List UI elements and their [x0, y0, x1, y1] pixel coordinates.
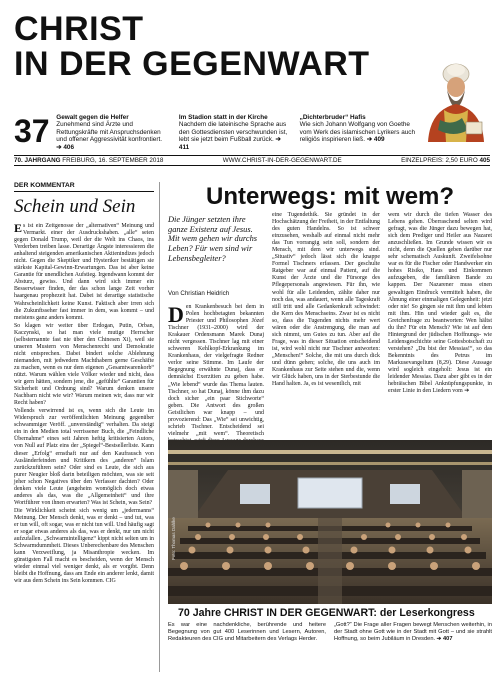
caption-text-2-body: „Gott?“ Die Frage aller Fragen bewegt Menschen weiterhin, in der Stadt ohne Gott wie in der Stadt mit Gott – und sie strahlt Hoffnung, so beim Jubiläum in Dresden. — [334, 622, 492, 642]
main-headline: Unterwegs: mit wem? — [206, 183, 455, 210]
kommentar-paragraph: Die Wirklichkeit scheint sich wenig um „jedermanns“ Meinung. Der Mensch denkt, was er denkt – und tut, was er tun will, oft sogar, was er nicht tun will. Und häufig sagt er sogar etwas anderes als das, was er denkt, nur um nicht aufzufallen. „Schwarmintelligenz“ kippt nicht selten um in Schwarmdummheit. Dieses Unberechenbare des Menschen kann Verzweiflung, ja Misanthropie wecken. Im günstigsten Fall macht es bescheiden, wenn der Mensch wieder einmal viel weniger denkt, als er vorgibt. Denn bleibt die Hoffnung, dass am Ende ein anderer lenkt, damit wir aus dem Schein ins Sein kommen. CIG — [14, 507, 154, 585]
teaser-text: Nachdem die lateinische Sprache aus den Gottesdiensten verschwunden ist, lebt sie jetzt beim Fußball zurück. — [178, 121, 288, 144]
kommentar-paragraph: So klagen wir weiter über Erdogan, Putin, Orban, Kaczynski, so hat man viele mutige Herrscher (selbsternannte fast nie über den Chinesen Xi), weil sie unseren Mustern von Menschenrecht und Demokratie nicht entsprechen. Dabei bindert solche Ablehnung niemanden, mit jedwedem Machthabern gerne Geschäfte zu machen, wenn es nur dem eigenen „Gesamtwarenkorb“ nützt. Warum wählen viele Völker wieder und nicht, dass wir gern hätten, sondern jene, die „gefühlte“ Garantien für Sicherheit und Ordnung sind? Warum denken unsere Nachbarn nicht wie wir? Warum meinen wir, dass nur wir Recht haben? — [14, 322, 154, 407]
teaser-headline: Gewalt gegen die Helfer — [56, 114, 129, 121]
kommentar-paragraph: s ist ein Zeitgenosse der „alternativen“ Meinung und Vermarkt. einer der Ausdruckshaben. „alle“ seien gegen Donald Trump, weil der die Welt ins Chaos, ins Verderben treiben lasse. Derartige Ängste interessieren die anhaltend steigenden amerikanischen Aktienindizes jedoch nicht. Gegen die Skeptiker und Hysteriker bestätigen sie stärkste Kapital-Gewinn-Erwartungen. Das ist aber keine Garantie für unendlichen Aufstieg. Irgendwann kommt der Absturz, gewiss. Und dann wird sich immer ein Besserwisser finden, der das schon lange Zeit vorher haargenau prophezeit hat. Dabei ist derartige statistische Wahrscheinlichkeit keine Kunst. Faktisch aber irren sich die Zukunftsseher fast immer in dem, was kommt – und meistens ganz anders kommt. — [14, 223, 154, 321]
article-column-3: wem wir durch die tiefen Wasser des Lebens gehen. Überraschend selten wird gefragt, was die Jünger dazu bewegen hat, sich dem Prediger und Heiler aus Nazaret anzuschließen. Im Grunde wissen wir es nicht, denn die Quellen geben darüber nur sehr schematisch Auskunft. Zweifelsohne war es für die Fischer oder Handwerker ein hohes Risiko, Haus und Einkommen aufzugeben, die familiären Bande zu kappen. Der Nazarener muss einen gewaltigen Eindruck vermittelt haben, die Ahnung einer einmaligen Gelegenheit: jetzt oder nie! So gingen sie mit ihm und lebten mit ihm. Hin und wieder galt es, die Gretchenfrage zu beantworten: Wen hältst du ihn? Für ein Mensch? Wie ist auf dem Hintergrund der jüdischen Hoffnungs- wie Leidensgeschichte seine Gottesbotschaft zu verstehen? „Du bist der Messias!“, so das Bekenntnis des Petrus im Markusevangelium (8,29). Diese Aussage wird sogleich eingeholt: Jesus ist ein leidender Messias. Dazu aber gibt es in der hebräischen Bibel Anknüpfungspunkte, in erster Linie in den Liedern vom ➔ — [388, 212, 492, 395]
teaser-text: Zunehmend sind Ärzte und Rettungskräfte mit Anspruchsdenken und offener Aggressivität konfrontiert. — [56, 121, 162, 144]
teaser-headline: Im Stadion statt in der Kirche — [178, 114, 268, 121]
congress-photo — [168, 440, 492, 604]
masthead — [14, 10, 370, 83]
masthead-line-2: IN DER GEGENWART — [14, 45, 370, 83]
photo-caption: 70 Jahre CHRIST IN DER GEGENWART: der Leserkongress — [178, 607, 475, 619]
issue-date: FREIBURG, 16. SEPTEMBER 2018 — [62, 157, 164, 164]
hafis-portrait-image — [422, 60, 490, 142]
article-lead: Die Jünger setzten ihre ganze Existenz auf Jesus. Mit wem gehen wir durchs Leben? Für wen sind wir Lebensbegleiter? — [168, 215, 258, 263]
price-label: EINZELPREIS: 2,50 EURO — [401, 157, 478, 164]
teaser-page-link[interactable]: ➔ 409 — [366, 136, 385, 144]
kommentar-title: Schein und Sein — [14, 196, 136, 217]
kommentar-column — [14, 182, 154, 586]
kommentar-body — [14, 223, 154, 585]
photo-credit: Foto: Thomas Dahlke — [171, 517, 176, 560]
article-byline: Von Christian Heidrich — [168, 290, 230, 297]
article-column-1 — [168, 304, 264, 459]
info-bar — [14, 155, 490, 166]
page-number: 405 — [479, 157, 490, 164]
article-text: en Krankenbesuch bei dem in Polen hochbetagten bekannten Priester und Philosophen Józef Tischner (1931–2000) wird der Krakauer Ordensmann Marek Dunaj nicht vergessen. Tischner lag mit einer schweren Kehlkopf-Erkrankung im Krankenhaus, der vielgefragte Redner verlor seine Stimme. Im Laufe der Begegnung erwähnte Dunaj, dass er demnächst Exerzitien zu geben habe. „Wie lebend“ wurde das Thema lauten. Tischner, so hat Dunaj, könne ihm dazu doch sicher „ein paar Stichworte“ geben. Die Antwort des großen Geistlichen war knapp – und provozierend: Das „Wie“ sei unwichtig, schrieb Tischner. Entscheidend sei vielmehr „mit wem“. Theoretisch — [168, 304, 264, 437]
kommentar-initial: E — [14, 221, 23, 235]
teaser-headline: „Dichterbruder“ Hafis — [299, 114, 366, 121]
teaser-item[interactable] — [179, 114, 288, 150]
teaser-page-link[interactable]: ➔ 406 — [56, 143, 75, 151]
issue-number: 37 — [14, 113, 50, 149]
article-initial: D — [168, 302, 184, 327]
caption-columns — [168, 622, 492, 642]
column-divider — [159, 182, 160, 672]
teaser-page-link[interactable]: ➔ 411 — [178, 136, 281, 151]
website-link[interactable]: WWW.CHRIST-IN-DER-GEGENWART.DE — [222, 157, 342, 164]
article-column-2: eine Tugendethik. Sie gründet in der Hochschätzung der Freiheit, in der Entfaltung des guten Handelns. So ist schwer einzusehen, weshalb auf einmal nicht mehr das Tun vorrangig sein soll, sondern der Mensch, mit dem wir unterwegs sind. „Situativ“ jedoch lässt sich die knappe Formel Tischners erfassen. Der geschulte Ratgeber war auf einmal Patient, auf die Kunst der Ärzte und die Fürsorge des Pflegepersonals angewiesen. Für ihn, wie wohl für alle Leidenden, zählte daher nur noch das, was andauert, wenn alle Tageskraft still tritt und alle Gedankenkraft schwindet: die Kern des Menschseins. Zwar ist es nicht so, dass die Tugenden nichts mehr wert wären oder die Anstrengung, die man auf sich nimmt, um Gutes zu tun. Aber auf die Frage, was in dieser Situation entscheidend ist, wird wohl nicht nur Tischner antworten: „Menschen!“ Solche, die mit uns durch dick und dünn gehen; solche, die uns auch im Krankenhaus zur Seite stehen und die, wenn wir Glück haben, uns in der Sterbestunde die Hand halten. Ja, es ist wesentlich, mit — [272, 212, 380, 388]
teaser-item[interactable] — [300, 114, 416, 150]
caption-text-1: Es war eine nachdenkliche, berührende und heitere Begegnung von gut 400 Leserinnen und Lesern, Autoren, Redakteuren des CIG und Mitarbeitern des Verlags Herder. — [168, 622, 326, 642]
caption-page-link[interactable]: ➔ 407 — [436, 635, 453, 642]
kommentar-paragraph: Vollends verwirrend ist es, wenn sich die Leute im Widerspruch zur veröffentlichten Meinung gegenüber schwammiger Veröff. „unverständig“ verhalten. Da steigt ein in den Medien total verrissener Buch, die „Feindliche Übernahme“ eines seit Jahren heftig kritisierten Autors, von Null auf Platz eins der „Spiegel“-Bestsellerliste. Kann dieser „Erfolg“ ernsthaft nur auf den Kaufrausch von Ausländerfeinden und Kritikern des „anderen“ Islam zurückzuführen sein? Oder sind es Leute, die sich aus purer Neugier bloß darin beteiligen möchten, was sie seit jeher schon Negatives über den Verfasser dachten? Oder denken viele Leute (angeheim womöglich doch etwas anderes als das, was die „Allgemeinheit“ und ihre Wortführer von ihnen erwarten? Was ist Schein, was Sein? — [14, 408, 154, 506]
volume-label: 70. JAHRGANG — [14, 157, 61, 164]
caption-text-2 — [334, 622, 492, 642]
masthead-line-1: CHRIST — [14, 10, 144, 48]
teaser-row — [14, 114, 416, 150]
teaser-item[interactable] — [56, 114, 167, 150]
teaser-text: Wie sich Johann Wolfgang von Goethe vom Werk des islamischen Lyrikers auch religiös inspirieren ließ. — [299, 121, 416, 144]
kommentar-label: DER KOMMENTAR — [14, 182, 154, 192]
